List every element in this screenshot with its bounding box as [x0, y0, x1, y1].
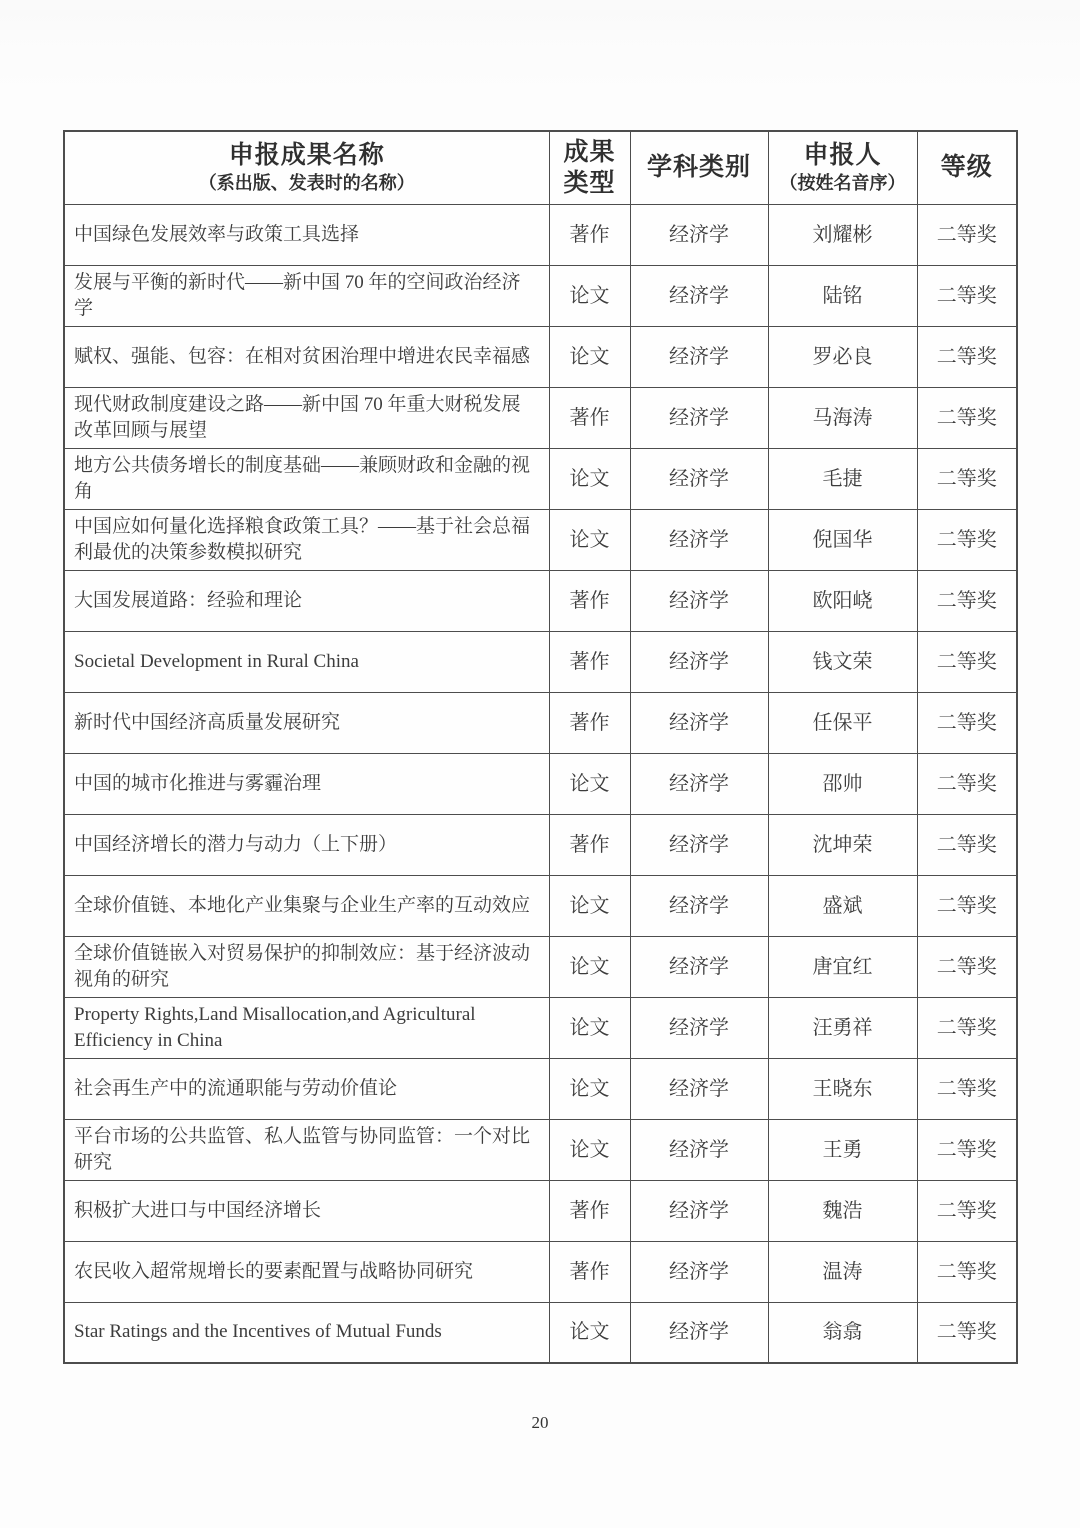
subject-category-cell: 经济学: [630, 692, 768, 753]
achievement-type-cell: 论文: [549, 1058, 630, 1119]
subject-category-cell: 经济学: [630, 265, 768, 326]
subject-category-cell: 经济学: [630, 204, 768, 265]
applicant-name-cell: 罗必良: [768, 326, 917, 387]
page-number: 20: [531, 1413, 549, 1432]
subject-category-cell: 经济学: [630, 509, 768, 570]
applicant-name-cell: 钱文荣: [768, 631, 917, 692]
subject-category-cell: 经济学: [630, 1180, 768, 1241]
achievement-title-cell: 全球价值链嵌入对贸易保护的抑制效应：基于经济波动视角的研究: [64, 936, 549, 997]
table-row: [64, 692, 1017, 753]
achievement-type-cell: 论文: [549, 753, 630, 814]
header-achievement-name: [64, 131, 549, 204]
subject-category-cell: 经济学: [630, 875, 768, 936]
award-grade-cell: 二等奖: [917, 692, 1017, 753]
achievement-title-cell: 新时代中国经济高质量发展研究: [64, 692, 549, 753]
award-grade-cell: 二等奖: [917, 387, 1017, 448]
achievement-title-cell: 赋权、强能、包容：在相对贫困治理中增进农民幸福感: [64, 326, 549, 387]
header-subject-category-label: 学科类别: [646, 154, 751, 182]
award-grade-cell: 二等奖: [917, 265, 1017, 326]
header-applicant: [768, 131, 917, 204]
applicant-name-cell: 魏浩: [768, 1180, 917, 1241]
achievement-title-cell: 地方公共债务增长的制度基础——兼顾财政和金融的视角: [64, 448, 549, 509]
applicant-name-cell: 任保平: [768, 692, 917, 753]
award-grade-cell: 二等奖: [917, 448, 1017, 509]
achievement-title-cell: Societal Development in Rural China: [64, 631, 549, 692]
subject-category-cell: 经济学: [630, 387, 768, 448]
table-row: [64, 1119, 1017, 1180]
achievement-title-cell: 全球价值链、本地化产业集聚与企业生产率的互动效应: [64, 875, 549, 936]
award-grade-cell: 二等奖: [917, 1119, 1017, 1180]
header-achievement-name-line1: 申报成果名称: [228, 142, 385, 170]
table-row: [64, 631, 1017, 692]
subject-category-cell: 经济学: [630, 631, 768, 692]
achievement-title-cell: 社会再生产中的流通职能与劳动价值论: [64, 1058, 549, 1119]
table-row: [64, 1180, 1017, 1241]
table-row: [64, 509, 1017, 570]
achievement-type-cell: 论文: [549, 265, 630, 326]
award-grade-cell: 二等奖: [917, 753, 1017, 814]
applicant-name-cell: 盛斌: [768, 875, 917, 936]
subject-category-cell: 经济学: [630, 1241, 768, 1302]
table-header-row: [64, 131, 1017, 204]
applicant-name-cell: 王晓东: [768, 1058, 917, 1119]
award-grade-cell: 二等奖: [917, 570, 1017, 631]
achievement-type-cell: 论文: [549, 936, 630, 997]
award-grade-cell: 二等奖: [917, 204, 1017, 265]
achievement-type-cell: 论文: [549, 875, 630, 936]
table-row: [64, 570, 1017, 631]
subject-category-cell: 经济学: [630, 326, 768, 387]
header-applicant-line2: （按姓名音序）: [779, 173, 906, 194]
header-subject-category: [630, 131, 768, 204]
table-row: [64, 265, 1017, 326]
achievement-type-cell: 论文: [549, 326, 630, 387]
header-achievement-type-line1: 成果: [563, 138, 616, 166]
achievement-type-cell: 论文: [549, 1302, 630, 1363]
achievement-title-cell: 发展与平衡的新时代——新中国 70 年的空间政治经济学: [64, 265, 549, 326]
achievement-title-cell: Property Rights,Land Misallocation,and Agricultural Efficiency in China: [64, 997, 549, 1058]
achievement-type-cell: 著作: [549, 692, 630, 753]
subject-category-cell: 经济学: [630, 753, 768, 814]
header-applicant-line1: 申报人: [803, 142, 882, 170]
applicant-name-cell: 温涛: [768, 1241, 917, 1302]
award-grade-cell: 二等奖: [917, 1241, 1017, 1302]
table-row: [64, 204, 1017, 265]
subject-category-cell: 经济学: [630, 570, 768, 631]
table-row: [64, 997, 1017, 1058]
achievement-title-cell: Star Ratings and the Incentives of Mutual Funds: [64, 1302, 549, 1363]
award-grade-cell: 二等奖: [917, 936, 1017, 997]
table-row: [64, 1241, 1017, 1302]
header-achievement-name-line2: （系出版、发表时的名称）: [198, 173, 415, 194]
subject-category-cell: 经济学: [630, 997, 768, 1058]
header-grade-label: 等级: [940, 154, 993, 182]
subject-category-cell: 经济学: [630, 936, 768, 997]
achievement-title-cell: 平台市场的公共监管、私人监管与协同监管：一个对比研究: [64, 1119, 549, 1180]
subject-category-cell: 经济学: [630, 1058, 768, 1119]
table-row: [64, 1302, 1017, 1363]
header-achievement-type: [549, 131, 630, 204]
header-achievement-type-line2: 类型: [563, 169, 616, 197]
achievement-title-cell: 积极扩大进口与中国经济增长: [64, 1180, 549, 1241]
achievement-type-cell: 论文: [549, 997, 630, 1058]
award-grade-cell: 二等奖: [917, 326, 1017, 387]
applicant-name-cell: 邵帅: [768, 753, 917, 814]
applicant-name-cell: 王勇: [768, 1119, 917, 1180]
table-row: [64, 1058, 1017, 1119]
applicant-name-cell: 倪国华: [768, 509, 917, 570]
award-grade-cell: 二等奖: [917, 1058, 1017, 1119]
table-row: [64, 387, 1017, 448]
table-row: [64, 448, 1017, 509]
achievement-type-cell: 著作: [549, 570, 630, 631]
applicant-name-cell: 欧阳峣: [768, 570, 917, 631]
award-grade-cell: 二等奖: [917, 997, 1017, 1058]
awards-table: [63, 130, 1018, 1364]
table-row: [64, 936, 1017, 997]
applicant-name-cell: 唐宜红: [768, 936, 917, 997]
applicant-name-cell: 沈坤荣: [768, 814, 917, 875]
award-grade-cell: 二等奖: [917, 631, 1017, 692]
subject-category-cell: 经济学: [630, 448, 768, 509]
table-row: [64, 875, 1017, 936]
achievement-type-cell: 论文: [549, 509, 630, 570]
award-grade-cell: 二等奖: [917, 875, 1017, 936]
header-grade: [917, 131, 1017, 204]
achievement-type-cell: 论文: [549, 448, 630, 509]
applicant-name-cell: 马海涛: [768, 387, 917, 448]
achievement-type-cell: 著作: [549, 387, 630, 448]
achievement-type-cell: 著作: [549, 204, 630, 265]
applicant-name-cell: 毛捷: [768, 448, 917, 509]
achievement-title-cell: 现代财政制度建设之路——新中国 70 年重大财税发展改革回顾与展望: [64, 387, 549, 448]
award-grade-cell: 二等奖: [917, 814, 1017, 875]
achievement-title-cell: 中国应如何量化选择粮食政策工具？——基于社会总福利最优的决策参数模拟研究: [64, 509, 549, 570]
award-grade-cell: 二等奖: [917, 1302, 1017, 1363]
achievement-type-cell: 著作: [549, 1241, 630, 1302]
table-row: [64, 326, 1017, 387]
table-row: [64, 814, 1017, 875]
subject-category-cell: 经济学: [630, 814, 768, 875]
achievement-type-cell: 著作: [549, 814, 630, 875]
subject-category-cell: 经济学: [630, 1119, 768, 1180]
achievement-type-cell: 著作: [549, 631, 630, 692]
achievement-title-cell: 中国的城市化推进与雾霾治理: [64, 753, 549, 814]
achievement-title-cell: 中国绿色发展效率与政策工具选择: [64, 204, 549, 265]
award-grade-cell: 二等奖: [917, 1180, 1017, 1241]
applicant-name-cell: 汪勇祥: [768, 997, 917, 1058]
achievement-type-cell: 论文: [549, 1119, 630, 1180]
table-row: [64, 753, 1017, 814]
subject-category-cell: 经济学: [630, 1302, 768, 1363]
achievement-title-cell: 大国发展道路：经验和理论: [64, 570, 549, 631]
applicant-name-cell: 陆铭: [768, 265, 917, 326]
achievement-title-cell: 农民收入超常规增长的要素配置与战略协同研究: [64, 1241, 549, 1302]
achievement-type-cell: 著作: [549, 1180, 630, 1241]
achievement-title-cell: 中国经济增长的潜力与动力（上下册）: [64, 814, 549, 875]
applicant-name-cell: 翁翕: [768, 1302, 917, 1363]
award-grade-cell: 二等奖: [917, 509, 1017, 570]
applicant-name-cell: 刘耀彬: [768, 204, 917, 265]
